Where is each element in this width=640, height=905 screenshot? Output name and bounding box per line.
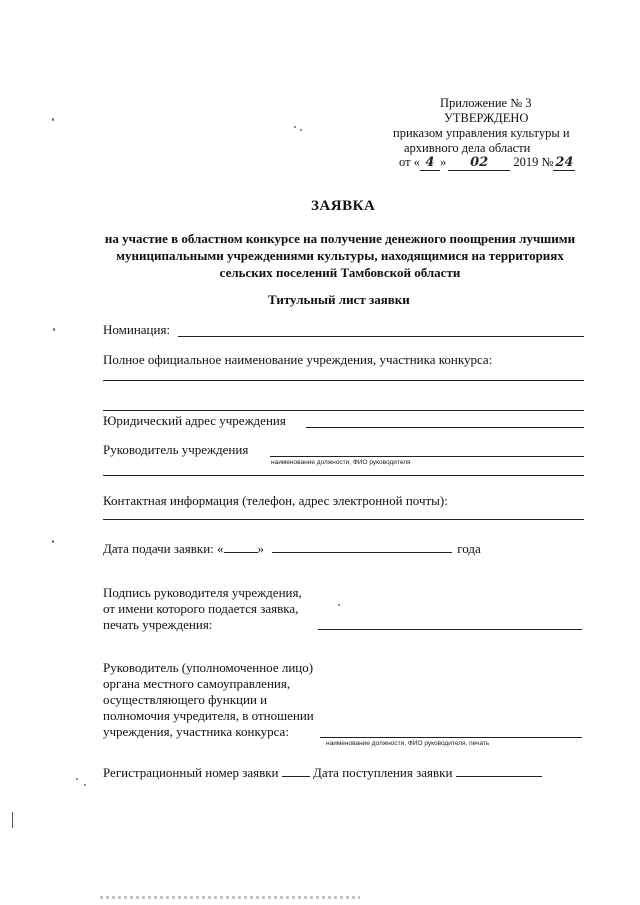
document-title: ЗАЯВКА bbox=[311, 198, 376, 214]
authority-line-1: Руководитель (уполномоченное лицо) bbox=[103, 660, 314, 675]
authority-line-2: органа местного самоуправления, bbox=[103, 676, 291, 691]
head-line bbox=[270, 456, 584, 457]
title-sheet-heading: Титульный лист заявки bbox=[268, 292, 410, 307]
registration-number-blank bbox=[282, 762, 310, 777]
submit-date-row bbox=[103, 538, 481, 557]
scan-margin-mark bbox=[12, 812, 13, 828]
full-name-label: Полное официальное наименование учреждения, участника конкурса: bbox=[103, 352, 493, 367]
signature-line-3: печать учреждения: bbox=[103, 617, 213, 632]
order-number: 24 bbox=[555, 155, 574, 170]
registration-row bbox=[103, 762, 542, 781]
signature-block bbox=[103, 585, 363, 633]
head-hint: наименование должности, ФИО руководителя bbox=[271, 459, 411, 466]
scan-speck bbox=[52, 118, 54, 121]
nomination-label: Номинация: bbox=[103, 322, 171, 337]
order-month: 02 bbox=[448, 156, 510, 171]
signature-line-2: от имени которого подается заявка, bbox=[103, 601, 299, 616]
scan-speck bbox=[338, 604, 340, 606]
authority-block bbox=[103, 660, 363, 740]
order-year: 2019 bbox=[513, 155, 539, 169]
number-label: № bbox=[541, 155, 554, 169]
registration-date-blank bbox=[456, 762, 542, 777]
date-prefix: от « bbox=[399, 155, 420, 169]
full-name-line-1 bbox=[103, 380, 584, 381]
legal-address-label: Юридический адрес учреждения bbox=[103, 413, 286, 428]
signature-line bbox=[318, 629, 582, 630]
scan-speck bbox=[76, 778, 78, 780]
department-text: архивного дела области bbox=[404, 141, 531, 155]
contacts-line bbox=[103, 519, 584, 520]
date-mid: » bbox=[439, 155, 447, 169]
submit-date-label: Дата подачи заявки: « bbox=[103, 541, 224, 556]
authority-hint: наименование должности, ФИО руководителя, печать bbox=[326, 740, 490, 747]
authority-signature-line bbox=[320, 737, 582, 738]
head-label: Руководитель учреждения bbox=[103, 442, 249, 457]
authority-line-5: учреждения, участника конкурса: bbox=[103, 724, 289, 739]
submit-month-blank bbox=[272, 538, 452, 553]
legal-address-line bbox=[306, 427, 584, 428]
authority-line-4: полномочия учредителя, в отношении bbox=[103, 708, 314, 723]
appendix-number: Приложение № 3 bbox=[440, 96, 532, 110]
approved-stamp-text: УТВЕРЖДЕНО bbox=[444, 111, 529, 125]
document-subtitle: на участие в областном конкурсе на получение денежного поощрения лучшими муниципальными учреждениями культуры, находящимися на территориях сельских поселений Тамбовской области bbox=[104, 231, 576, 280]
order-date-line bbox=[399, 155, 575, 171]
submit-day-blank bbox=[224, 538, 258, 553]
full-name-line-2 bbox=[103, 410, 584, 411]
scan-bottom-noise bbox=[100, 896, 360, 899]
authority-line-3: осуществляющего функции и bbox=[103, 692, 268, 707]
head-line-2 bbox=[103, 475, 584, 476]
scan-speck bbox=[294, 126, 296, 128]
scan-speck bbox=[84, 784, 86, 786]
registration-date-label: Дата поступления заявки bbox=[313, 765, 453, 780]
order-day: 4 bbox=[420, 156, 440, 171]
signature-line-1: Подпись руководителя учреждения, bbox=[103, 585, 302, 600]
scan-speck bbox=[300, 129, 302, 131]
scan-speck bbox=[52, 540, 54, 543]
registration-number-label: Регистрационный номер заявки bbox=[103, 765, 279, 780]
nomination-line bbox=[178, 336, 584, 337]
scan-speck bbox=[53, 328, 55, 331]
contacts-label: Контактная информация (телефон, адрес электронной почты): bbox=[103, 493, 448, 508]
submit-date-suffix: года bbox=[457, 541, 481, 556]
submit-date-mid: » bbox=[257, 541, 265, 556]
order-text: приказом управления культуры и bbox=[393, 126, 570, 140]
